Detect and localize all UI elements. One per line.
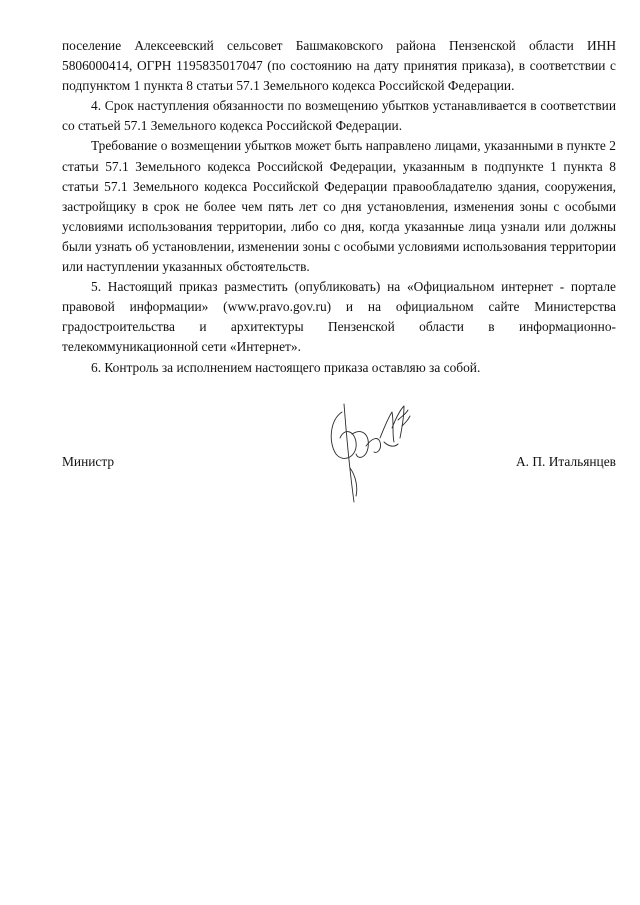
paragraph-item-5: 5. Настоящий приказ разместить (опубликовать) на «Официальном интернет - портале правовой информации» (www.pravo.gov.ru) и на официальном сайте Министерства градостроительства и архитектуры Пензенской области в информационно-телекоммуникационной сети «Интернет». — [62, 279, 616, 355]
signatory-title: Министр — [62, 454, 115, 469]
signature-block — [62, 452, 616, 472]
paragraph-item-6: 6. Контроль за исполнением настоящего приказа оставляю за собой. — [91, 359, 481, 375]
paragraph-claim: Требование о возмещении убытков может быть направлено лицами, указанными в пункте 2 статьи 57.1 Земельного кодекса Российской Федерации, указанным в подпункте 1 пункта 8 статьи 57.1 Земельного кодекса Российской Федерации правообладателю здания, сооружения, застройщику в срок не более чем пять лет со дня установления, изменения зоны с особыми условиями использования территории, либо со дня, когда указанные лица узнали или должны были узнать об установлении, изменении зоны с особыми условиями использования территории или наступлении указанных обстоятельств. — [62, 138, 616, 275]
paragraph-item-4: 4. Срок наступления обязанности по возмещению убытков устанавливается в соответствии со статьей 57.1 Земельного кодекса Российской Федерации. — [62, 98, 616, 134]
paragraph-continuation: поселение Алексеевский сельсовет Башмаковского района Пензенской области ИНН 5806000414, ОГРН 1195835017047 (по состоянию на дату принятия приказа), в соответствии с подпунктом 1 пункта 8 статьи 57.1 Земельного кодекса Российской Федерации. — [62, 38, 616, 94]
signatory-name: А. П. Итальянцев — [515, 454, 616, 469]
document-body — [62, 36, 616, 378]
